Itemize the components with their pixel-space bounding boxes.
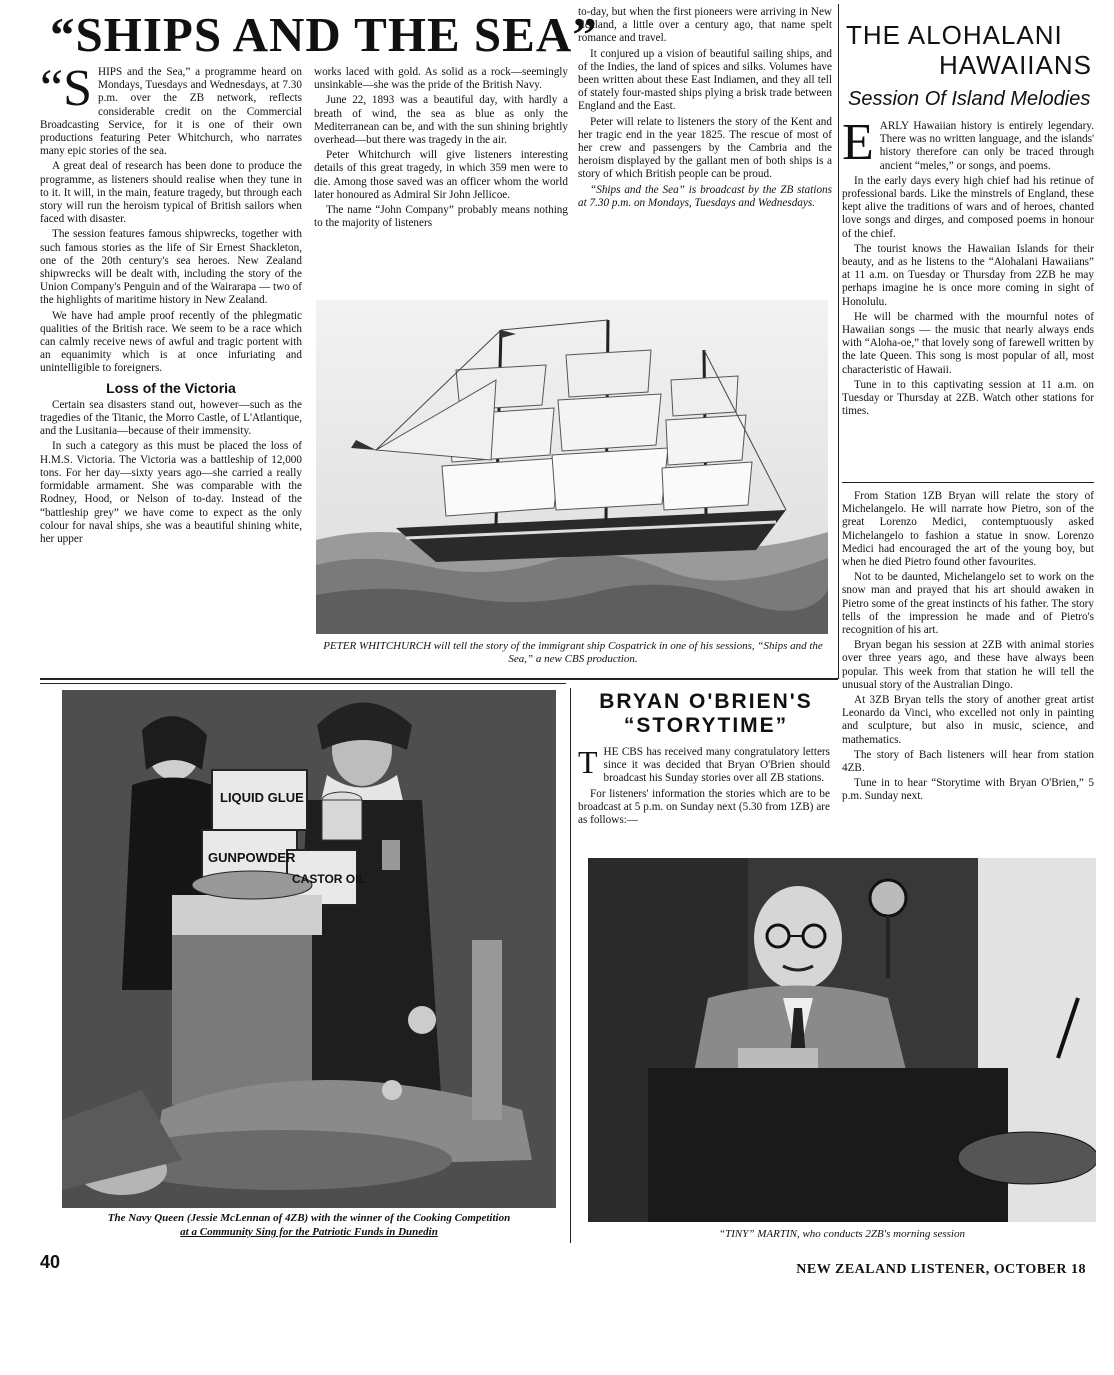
label-gunpowder: GUNPOWDER — [208, 850, 296, 865]
ships-para: Peter will relate to listeners the story of the Kent and her tragic end in the year 1825. The rescue of most of her crew and passengers by the Cambria and the heroism displayed by the gallant men of both ships is a story of which British people can be proud. — [578, 115, 832, 181]
ships-col3 — [578, 6, 832, 212]
hawaiians-title-line1: THE ALOHALANI — [846, 20, 1063, 50]
storytime-title-line2: “STORYTIME” — [623, 714, 789, 737]
section-rule — [40, 683, 566, 684]
ships-para: A great deal of research has been done to produce the programme, as listeners should realise when they tune in to it. It will, in the main, feature tragedy, but through each story will run the heroism typical of British sailors when faced with disaster. — [40, 160, 302, 226]
navy-queen-image — [62, 690, 556, 1208]
sailing-ship-image — [316, 300, 828, 634]
ships-para: It conjured up a vision of beautiful sailing ships, and of the Indies, the land of spices and silks. Volumes have been written about these East Indiamen, and they all tell of stately four-masted ships plying a brisk trade between England and the East. — [578, 47, 832, 113]
navy-caption-line2: at a Community Sing for the Patriotic Funds in Dunedin — [180, 1226, 438, 1238]
storytime-para: The story of Bach listeners will hear from station 4ZB. — [842, 748, 1094, 775]
ship-illustration — [316, 300, 828, 634]
label-castor-oil: CASTOR OIL — [292, 872, 366, 886]
ships-para: Certain sea disasters stand out, however—such as the tragedies of the Titanic, the Morro Castle, of L'Atlantique, and the Lusitania—because of their immensity. — [40, 398, 302, 438]
hawaiians-para: The tourist knows the Hawaiian Islands for their beauty, and as he listens to the “Alohalani Hawaiians” at 11 a.m. on Tuesday or Thursday from 2ZB he may perhaps imagine he is once more coming in sight of Honolulu. — [842, 242, 1094, 308]
hawaiians-para: In the early days every high chief had his retinue of professional bards. Like the minstrels of England, these kept alive the traditions of wars and of heroes, chanted love songs and dirges, and composed poems in honour of the chief. — [842, 174, 1094, 240]
storytime-para: At 3ZB Bryan tells the story of another great artist Leonardo da Vinci, who excelled not only in painting and sculpture, but also in music, science, and mathematics. — [842, 694, 1094, 746]
ships-para: to-day, but when the first pioneers were arriving in New Zealand, a little over a century ago, that name spelt romance and travel. — [578, 6, 832, 45]
ships-col2 — [314, 66, 568, 232]
tiny-martin-image — [588, 858, 1096, 1222]
tiny-martin-caption: “TINY” MARTIN, who conducts 2ZB's morning session — [719, 1228, 965, 1240]
label-liquid-glue: LIQUID GLUE — [220, 790, 304, 805]
storytime-para: For listeners' information the stories which are to be broadcast at 5 p.m. on Sunday next (5.30 from 1ZB) are as follows:— — [578, 787, 830, 827]
navy-queen-photo — [62, 690, 556, 1208]
ships-para: Peter Whitchurch will give listeners interesting details of this great tragedy, in which 359 men were to die. Among those saved was an officer whom the world later honoured as Admiral Sir John Jellicoe. — [314, 149, 568, 201]
storytime-para: HE CBS has received many congratulatory letters since it was decided that Bryan O'Brien should broadcast his Sunday stories over all ZB stations. — [603, 746, 830, 785]
storytime-drop-cap: T — [578, 744, 598, 780]
section-rule — [40, 678, 838, 680]
ships-para: The name “John Company” probably means nothing to the majority of listeners — [314, 204, 568, 230]
ships-para: The session features famous shipwrecks, together with such famous stories as the life of Sir Ernest Shackleton, one of the 20th century's sea heroes. New Zealand shipwrecks will be dealt with, including the story of the Union Company's Penguin and of the Wairarapa — two of the highlights of maritime history in New Zealand. — [40, 228, 302, 307]
page-number: 40 — [40, 1252, 61, 1272]
storytime-para: Not to be daunted, Michelangelo set to work on the snow man and prayed that his art should awaken in Pietro some of the great instincts of his father. The story tells of the impression he made and of Pietro's recognition of his art. — [842, 571, 1094, 637]
storytime-right-col — [842, 490, 1094, 806]
ships-para: June 22, 1893 was a beautiful day, with hardly a breath of wind, the sea as blue as only the Mediterranean can be, and with the sun shining brightly overhead—but there was tragedy in the air. — [314, 94, 568, 147]
hawaiians-body — [842, 114, 1094, 420]
storytime-title-line1: BRYAN O'BRIEN'S — [599, 690, 813, 713]
hawaiians-para: ARLY Hawaiian history is entirely legendary. There was no written language, and the islands' history therefore can only be traced through ancient “meles,” or songs, and poems. — [879, 120, 1094, 172]
column-rule — [838, 4, 839, 679]
hawaiians-para: Tune in to this captivating session at 11 a.m. on Tuesday or Thursday at 2ZB. Watch other stations for times. — [842, 378, 1094, 418]
ship-caption: PETER WHITCHURCH will tell the story of the immigrant ship Cospatrick in one of his sessions, “Ships and the Sea,” a new CBS production. — [323, 640, 823, 665]
ships-subhead: Loss of the Victoria — [106, 379, 236, 396]
navy-caption-line1: The Navy Queen (Jessie McLennan of 4ZB) with the winner of the Cooking Competition — [107, 1212, 511, 1224]
ships-drop-cap: “S — [40, 60, 92, 117]
column-rule — [570, 688, 571, 1243]
ships-broadcast-note: “Ships and the Sea” is broadcast by the ZB stations at 7.30 p.m. on Mondays, Tuesdays and Wednesdays. — [578, 183, 832, 209]
ships-para: We have had ample proof recently of the phlegmatic qualities of the British race. We seem to be a race which can calmly receive news of awful and tragic portent with an equanimity which is at once infuriating and unintelligible to foreigners. — [40, 309, 302, 375]
publication-footer: NEW ZEALAND LISTENER, OCTOBER 18 — [796, 1262, 1086, 1277]
storytime-para: Bryan began his session at 2ZB with animal stories over three years ago, and these have always been popular. This week from that station he will tell the unusual story of the Australian Dingo. — [842, 639, 1094, 691]
ships-title: “SHIPS AND THE SEA” — [50, 7, 598, 62]
ships-para: In such a category as this must be placed the loss of H.M.S. Victoria. The Victoria was a battleship of 12,000 tons. For her day—sixty years ago—she carried a really formidable armament. She was comparable with the Rodney, Hood, or Nelson of to-day. Instead of the “battleship grey” we have come to expect as the only colour for naval ships, she was a beautiful shining white, her upper — [40, 440, 302, 545]
ships-para: works laced with gold. As solid as a rock—seemingly unsinkable—she was the pride of the British Navy. — [314, 66, 568, 92]
storytime-para: From Station 1ZB Bryan will relate the story of Michelangelo. He will narrate how Pietro, son of the great Lorenzo Medici, contemptuously asked Michelangelo to fashion a statue in snow. Lorenzo Medici had encouraged the art of the young boy, but when he died Pietro found other favourites. — [842, 490, 1094, 569]
hawaiians-title-line2: HAWAIIANS — [939, 50, 1092, 80]
hawaiians-para: He will be charmed with the mournful notes of Hawaiian songs — the music that nearly always ends with “Aloha-oe,” that lovely song of farewell written by the late Queen. This song is most popular of all, most characteristic of Hawaii. — [842, 310, 1094, 376]
storytime-body — [578, 746, 830, 829]
hawaiians-drop-cap: E — [842, 114, 874, 171]
hawaiians-subtitle: Session Of Island Melodies — [848, 88, 1091, 110]
ships-para: HIPS and the Sea,” a programme heard on Mondays, Tuesdays and Wednesdays, at 7.30 p.m. over the ZB network, reflects considerable credit on the Commercial Broadcasting Service, for it is one of their own productions featuring Peter Whitchurch, who narrates many epic stories of the sea. — [40, 66, 302, 158]
ships-col1 — [40, 60, 302, 548]
storytime-para: Tune in to hear “Storytime with Bryan O'Brien,” 5 p.m. Sunday next. — [842, 777, 1094, 803]
tiny-martin-photo — [588, 858, 1096, 1222]
hawaiians-bottom-rule — [842, 482, 1094, 483]
